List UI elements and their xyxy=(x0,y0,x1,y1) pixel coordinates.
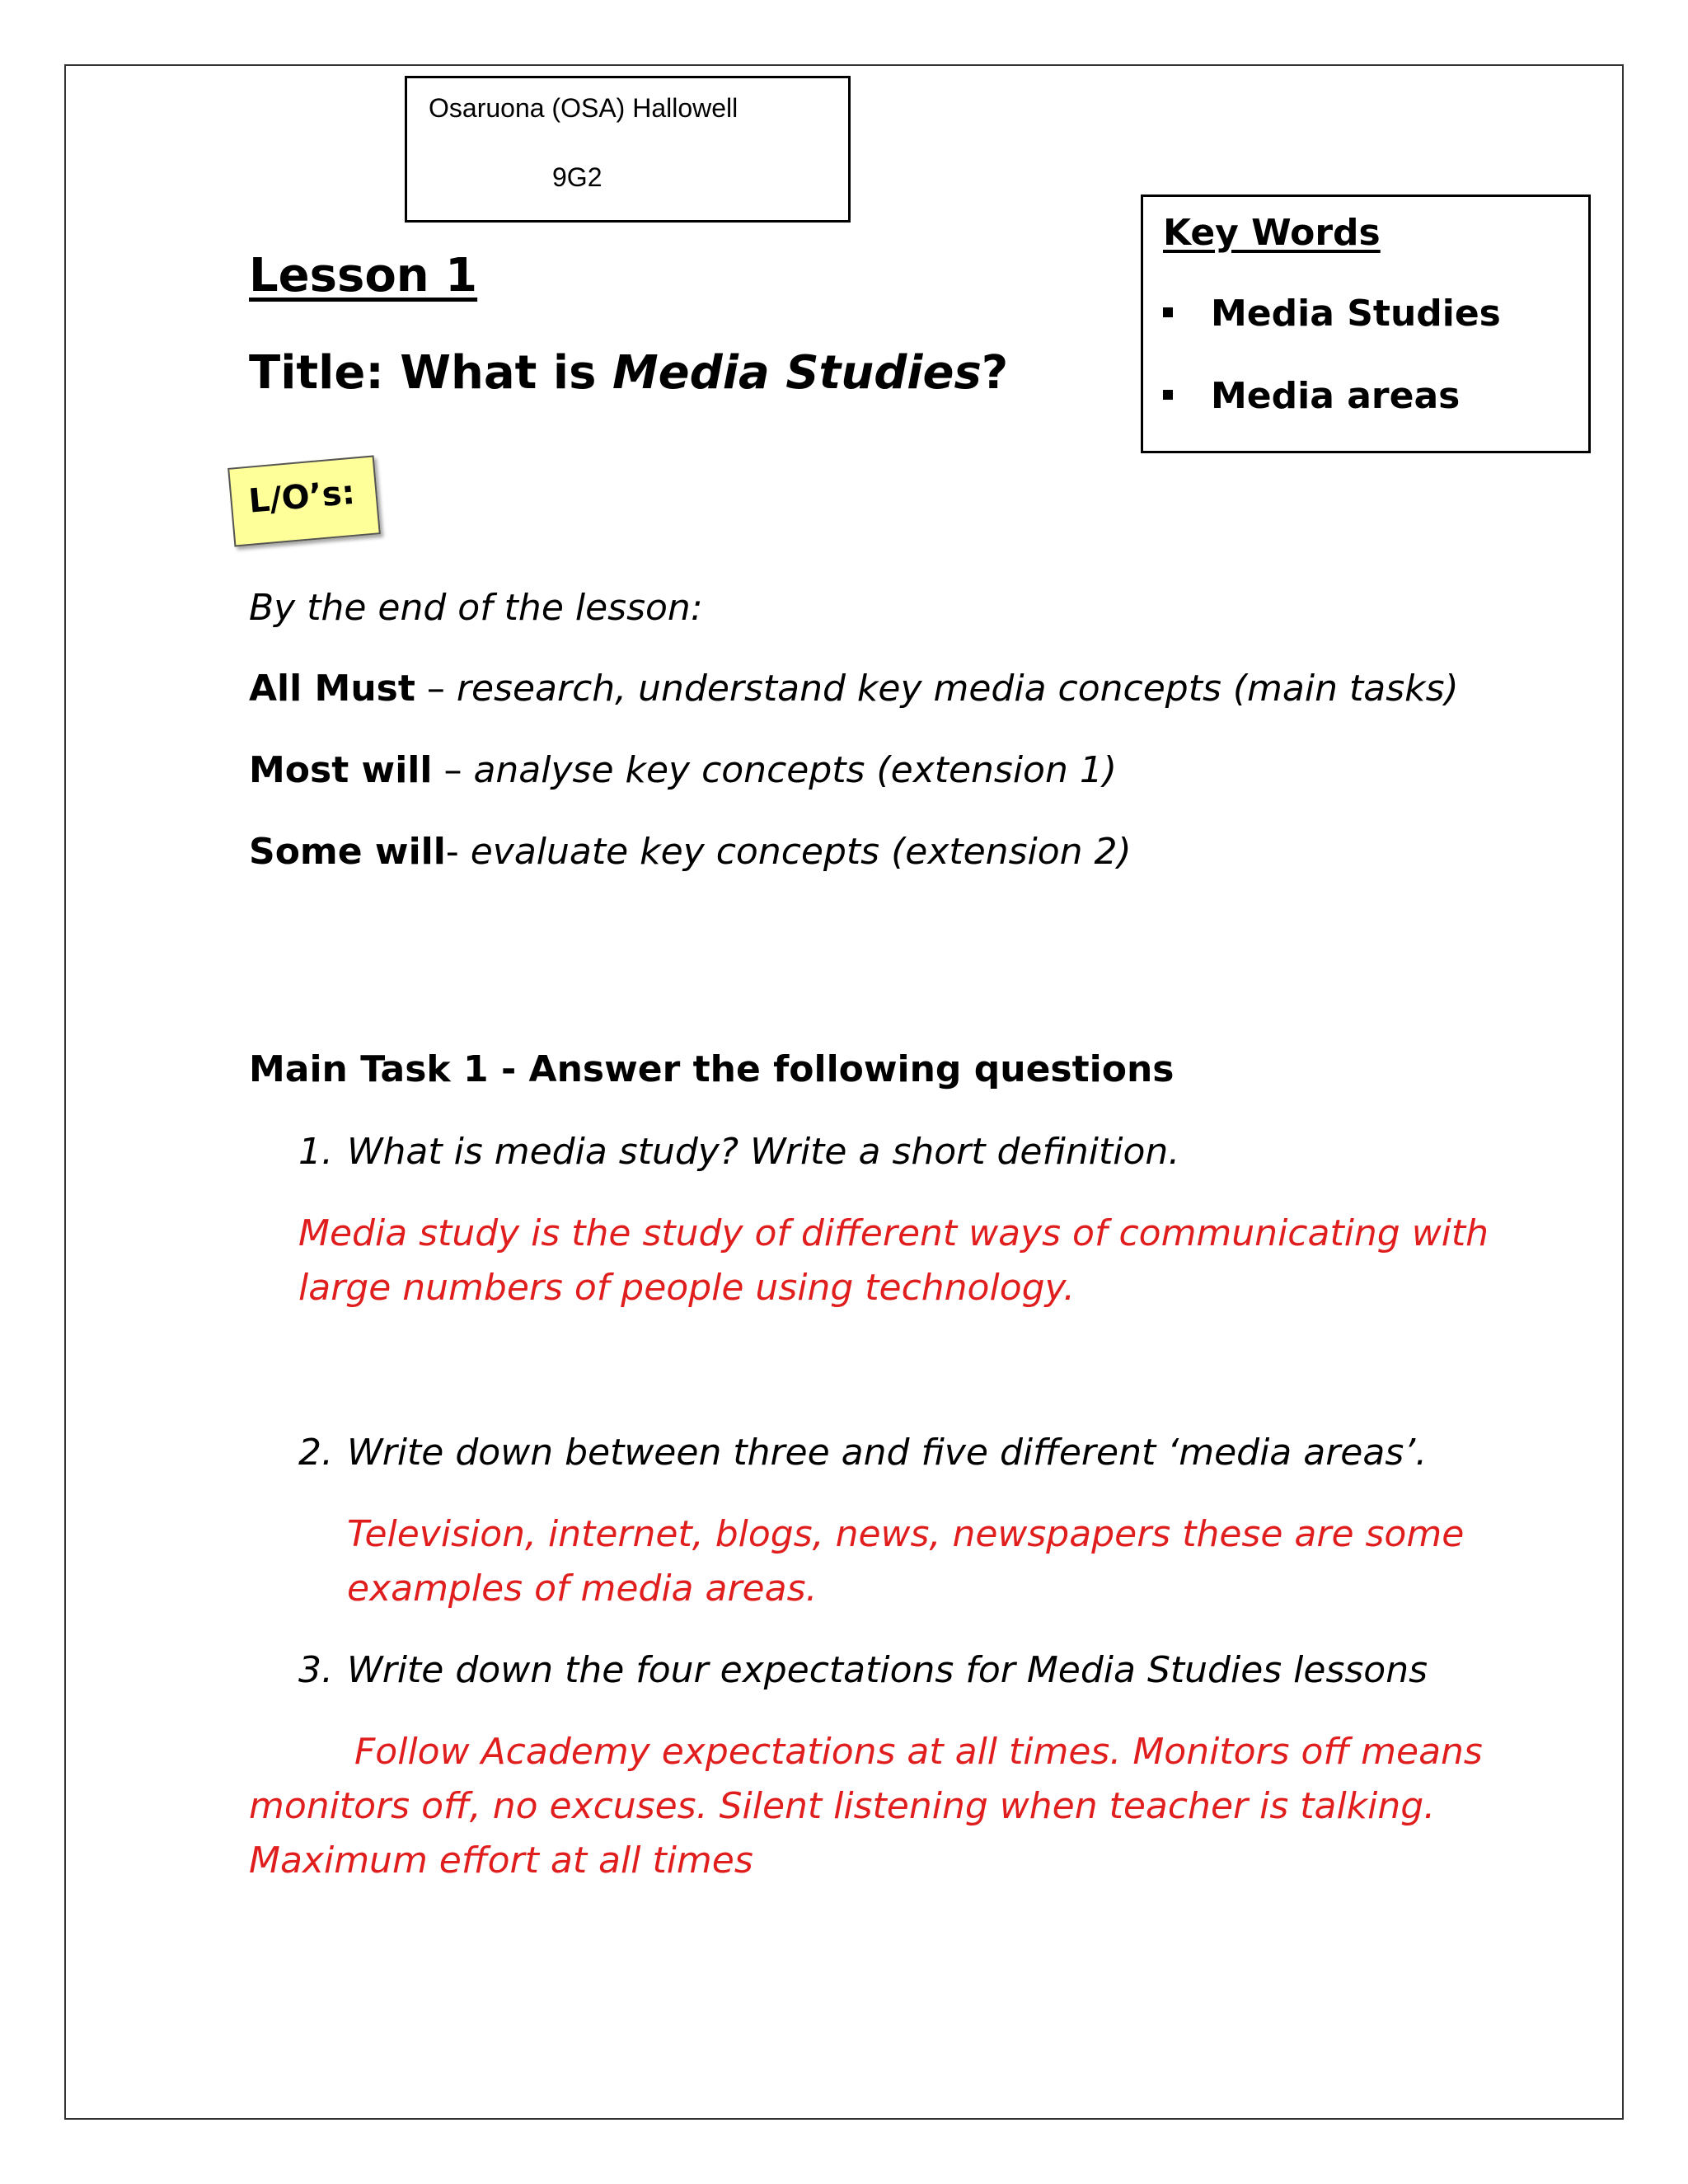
learning-objectives-sticky-note: L/O’s: xyxy=(227,455,381,546)
title-suffix: ? xyxy=(981,346,1009,400)
outcome-line xyxy=(249,749,1117,791)
student-info-box xyxy=(405,76,851,223)
student-name: Osaruona (OSA) Hallowell xyxy=(429,93,738,123)
outcome-line xyxy=(249,831,1132,873)
square-bullet-icon xyxy=(1163,307,1173,317)
answer-line: Follow Academy expectations at all times. Monitors off means xyxy=(354,1731,1483,1773)
lesson-title xyxy=(249,346,1008,400)
question-number: 3. xyxy=(298,1649,333,1691)
outcome-label: All Must xyxy=(249,668,415,710)
answer-line: Television, internet, blogs, news, newspapers these are some xyxy=(347,1513,1465,1555)
main-task-heading: Main Task 1 - Answer the following questions xyxy=(249,1048,1175,1090)
question-number: 2. xyxy=(298,1432,333,1474)
key-word-text: Media Studies xyxy=(1211,293,1501,335)
key-word-item xyxy=(1163,293,1501,335)
intro-text: By the end of the lesson: xyxy=(249,587,703,629)
answer-line: monitors off, no excuses. Silent listening when teacher is talking. xyxy=(249,1785,1436,1827)
question-text: What is media study? Write a short definition. xyxy=(347,1131,1180,1173)
outcome-line xyxy=(249,668,1459,710)
outcome-separator: - xyxy=(445,831,471,873)
square-bullet-icon xyxy=(1163,390,1173,400)
answer-line: Media study is the study of different ways of communicating with xyxy=(298,1212,1489,1254)
question-text: Write down the four expectations for Media Studies lessons xyxy=(347,1649,1428,1691)
question-text: Write down between three and five different ‘media areas’. xyxy=(347,1432,1428,1474)
outcome-text: research, understand key media concepts (main tasks) xyxy=(456,668,1459,710)
title-prefix: Title: What is xyxy=(249,346,612,400)
answer-line: examples of media areas. xyxy=(347,1568,818,1610)
lesson-heading: Lesson 1 xyxy=(249,249,478,302)
outcome-separator: – xyxy=(415,668,457,710)
title-emphasis: Media Studies xyxy=(612,346,982,400)
outcome-text: analyse key concepts (extension 1) xyxy=(473,749,1118,791)
outcome-separator: – xyxy=(432,749,474,791)
outcome-label: Most will xyxy=(249,749,433,791)
outcome-text: evaluate key concepts (extension 2) xyxy=(470,831,1132,873)
outcome-label: Some will xyxy=(249,831,446,873)
key-word-text: Media areas xyxy=(1211,375,1461,417)
key-word-item xyxy=(1163,375,1460,417)
question-number: 1. xyxy=(298,1131,333,1173)
answer-line: Maximum effort at all times xyxy=(249,1840,753,1882)
key-words-box xyxy=(1141,194,1591,453)
key-words-heading: Key Words xyxy=(1163,212,1381,254)
student-group: 9G2 xyxy=(552,162,603,192)
answer-line: large numbers of people using technology. xyxy=(298,1267,1076,1309)
